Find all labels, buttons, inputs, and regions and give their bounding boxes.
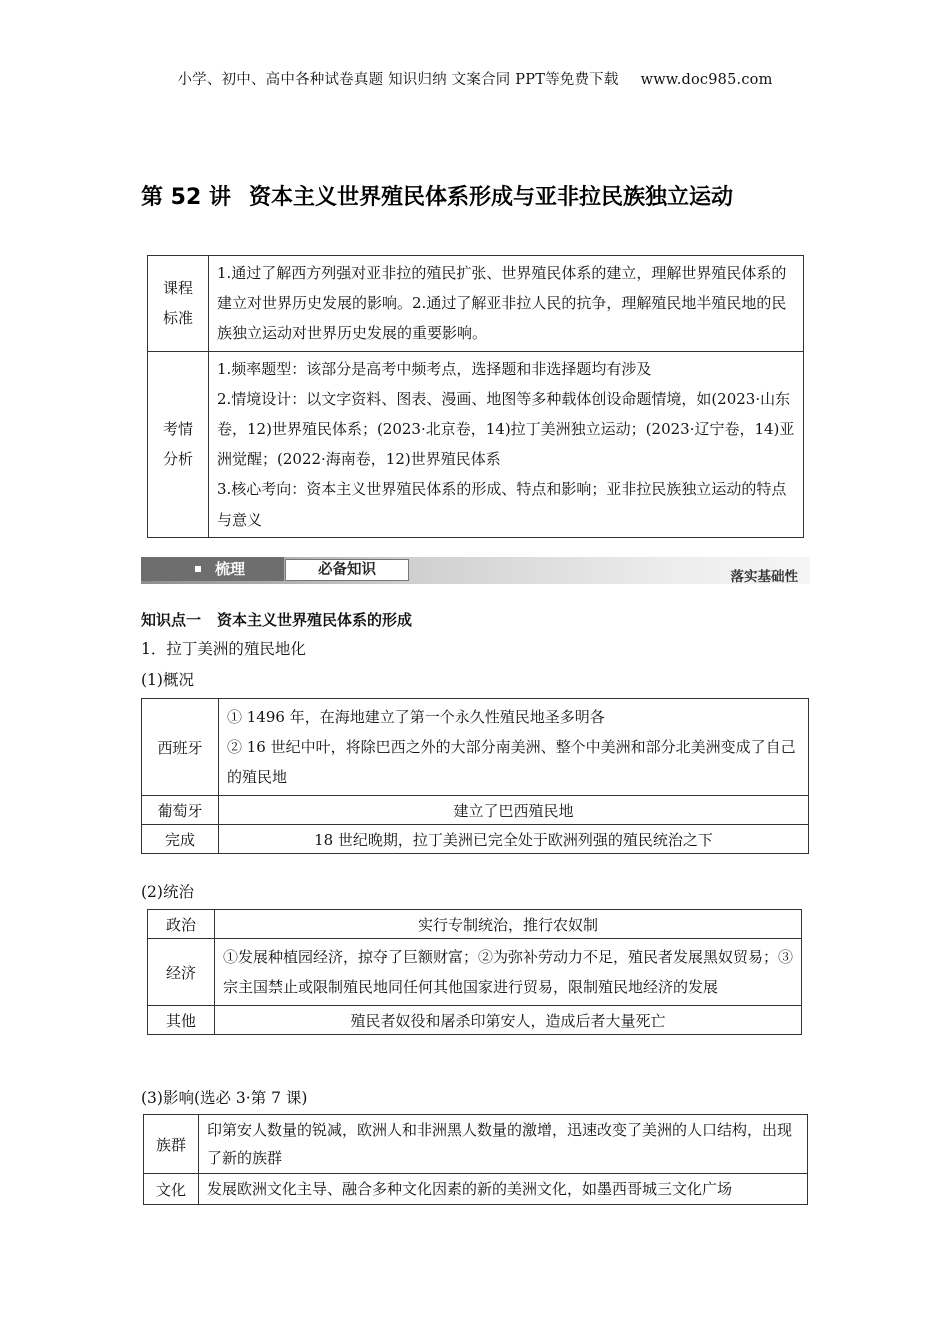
row-label [148, 256, 209, 352]
standards-table [147, 255, 804, 538]
table-row [142, 825, 809, 854]
rule-table [147, 909, 802, 1035]
row-label: 西班牙 [142, 699, 219, 796]
table-row [144, 1174, 808, 1205]
subheading-impact: (3)影响(选必 3·第 7 课) [141, 1089, 308, 1107]
row-label: 族群 [144, 1115, 199, 1174]
content-line: ① 1496 年，在海地建立了第一个永久性殖民地圣多明各 [227, 708, 605, 726]
page-title [141, 180, 733, 211]
subheading-latin-america: 1．拉丁美洲的殖民地化 [141, 640, 306, 658]
row-content: 实行专制统治，推行农奴制 [215, 910, 802, 939]
band-left-text: 梳理 [215, 560, 246, 578]
row-label [148, 351, 209, 537]
table-row [148, 351, 804, 537]
section-band [141, 557, 810, 584]
header-site: www.doc985.com [640, 72, 773, 88]
subheading-overview: (1)概况 [141, 671, 194, 689]
table-row [142, 699, 809, 796]
row-label: 文化 [144, 1174, 199, 1205]
heading-text: 资本主义世界殖民体系的形成 [217, 611, 413, 629]
label-text: 课程标准 [162, 279, 193, 328]
subheading-rule: (2)统治 [141, 883, 194, 901]
content-line: 3.核心考向：资本主义世界殖民体系的形成、特点和影响；亚非拉民族独立运动的特点与意义 [217, 480, 787, 529]
row-content: 发展欧洲文化主导、融合多种文化因素的新的美洲文化，如墨西哥城三文化广场 [199, 1174, 808, 1205]
band-right: 落实基础性 [730, 569, 798, 585]
row-content [209, 256, 804, 352]
table-row [142, 796, 809, 825]
content-line: ② 16 世纪中叶，将除巴西之外的大部分南美洲、整个中美洲和部分北美洲变成了自己的殖民地 [227, 738, 796, 786]
heading-number: 知识点一 [141, 611, 202, 629]
row-content: ①发展种植园经济，掠夺了巨额财富；②为弥补劳动力不足，殖民者发展黑奴贸易；③宗主国禁止或限制殖民地同任何其他国家进行贸易，限制殖民地经济的发展 [215, 939, 802, 1006]
overview-table [141, 698, 809, 854]
row-label: 葡萄牙 [142, 796, 219, 825]
lecture-number: 第 52 讲 [141, 185, 231, 210]
band-left [141, 557, 284, 581]
page-header [0, 68, 950, 89]
row-content: 建立了巴西殖民地 [219, 796, 809, 825]
square-icon [195, 566, 201, 572]
table-row [148, 1006, 802, 1035]
title-text: 资本主义世界殖民体系形成与亚非拉民族独立运动 [248, 185, 733, 210]
row-content: 18 世纪晚期，拉丁美洲已完全处于欧洲列强的殖民统治之下 [219, 825, 809, 854]
row-label: 完成 [142, 825, 219, 854]
table-row [148, 910, 802, 939]
table-row [144, 1115, 808, 1174]
knowledge-heading [141, 609, 412, 630]
row-content: 殖民者奴役和屠杀印第安人，造成后者大量死亡 [215, 1006, 802, 1035]
row-label: 政治 [148, 910, 215, 939]
header-text: 小学、初中、高中各种试卷真题 知识归纳 文案合同 PPT等免费下载 [177, 72, 619, 88]
table-row [148, 939, 802, 1006]
row-content [209, 351, 804, 537]
row-content [219, 699, 809, 796]
table-row [148, 256, 804, 352]
content-line: 1.频率题型：该部分是高考中频考点，选择题和非选择题均有涉及 [217, 359, 652, 378]
row-label: 经济 [148, 939, 215, 1006]
row-label: 其他 [148, 1006, 215, 1035]
row-content: 印第安人数量的锐减，欧洲人和非洲黑人数量的激增，迅速改变了美洲的人口结构，出现了新的族群 [199, 1115, 808, 1174]
content-line: 2.情境设计：以文字资料、图表、漫画、地图等多种载体创设命题情境，如(2023·山东卷，12)世界殖民体系；(2023·北京卷，14)拉丁美洲独立运动；(2023·辽宁卷，14)亚洲觉醒；(2022·海南卷，12)世界殖民体系 [217, 389, 795, 469]
impact-table [143, 1114, 808, 1205]
band-middle: 必备知识 [285, 559, 409, 581]
content-text: 1.通过了解西方列强对亚非拉的殖民扩张、世界殖民体系的建立，理解世界殖民体系的建立对世界历史发展的影响。2.通过了解亚非拉人民的抗争，理解殖民地半殖民地的民族独立运动对世界历史发展的重要影响。 [217, 264, 787, 343]
label-text: 考情分析 [162, 420, 193, 469]
